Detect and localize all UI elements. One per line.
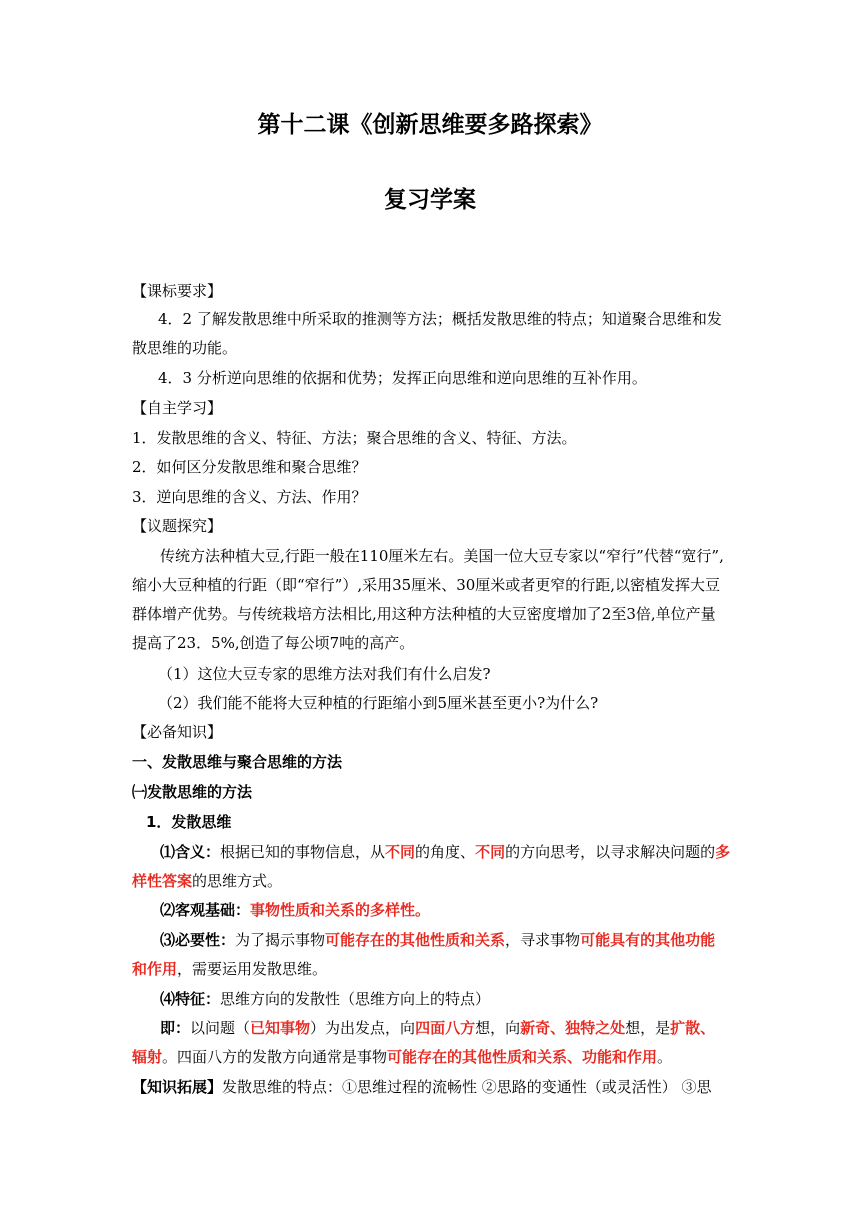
biyao-emphasis-1: 可能存在的其他性质和关系 xyxy=(325,931,506,949)
yiti-paragraph-line-4: 提高了23．5%,创造了每公顷7吨的高产。 xyxy=(132,634,415,652)
yiti-paragraph-line-2: 缩小大豆种植的行距（即“窄行”）,采用35厘米、30厘米或者更窄的行距,以密植发挥大豆 xyxy=(132,576,721,594)
hanyi-emphasis-1: 不同 xyxy=(385,843,416,861)
yiti-question-1: （1）这位大豆专家的思维方法对我们有什么启发? xyxy=(158,665,491,683)
zizhu-item-1: 1．发散思维的含义、特征、方法；聚合思维的含义、特征、方法。 xyxy=(132,429,577,447)
zhishi-tuozhan-text: 发散思维的特点：①思维过程的流畅性 ②思路的变通性（或灵活性） ③思 xyxy=(222,1078,712,1096)
hanyi-text-3: 的方向思考，以寻求解决问题的 xyxy=(505,843,716,861)
ji-emphasis-2: 四面八方 xyxy=(415,1019,476,1037)
section-heading-zizhu: 【自主学习】 xyxy=(132,399,223,417)
ji-text-3: 想，向 xyxy=(475,1019,521,1037)
zhishi-tuozhan-label: 【知识拓展】 xyxy=(132,1078,223,1096)
biyao-label: ⑶必要性： xyxy=(160,931,236,949)
hanyi-text-1: 根据已知的事物信息，从 xyxy=(220,843,386,861)
ji-emphasis-3: 新奇、独特之处 xyxy=(520,1019,626,1037)
kebiao-item-1-cont: 散思维的功能。 xyxy=(132,339,238,357)
ji-emphasis-6: 可能存在的其他性质和关系、功能和作用 xyxy=(387,1048,658,1066)
zhishi-tuozhan-line xyxy=(132,1077,712,1097)
section-heading-yiti: 【议题探究】 xyxy=(132,517,223,535)
biyao-text-1: 为了揭示事物 xyxy=(235,931,326,949)
yiti-paragraph-line-3: 群体增产优势。与传统栽培方法相比,用这种方法种植的大豆密度增加了2至3倍,单位产量 xyxy=(132,605,716,623)
tezheng-text: 思维方向的发散性（思维方向上的特点） xyxy=(220,990,491,1008)
ji-label: 即： xyxy=(160,1019,191,1037)
keguan-emphasis: 事物性质和关系的多样性。 xyxy=(250,901,431,919)
hanyi-text-2: 的角度、 xyxy=(415,843,476,861)
biyao-text-2: ，寻求事物 xyxy=(505,931,581,949)
hanyi-line-1 xyxy=(160,842,730,862)
kebiao-item-1: 4．2 了解发散思维中所采取的推测等方法；概括发散思维的特点；知道聚合思维和发 xyxy=(158,310,722,328)
document-title: 第十二课《创新思维要多路探索》 xyxy=(257,112,603,138)
ji-line-1 xyxy=(160,1018,715,1038)
section-heading-bibei: 【必备知识】 xyxy=(132,723,223,741)
ji-text-2: ）为出发点，向 xyxy=(310,1019,416,1037)
keguan-line xyxy=(160,900,430,920)
hanyi-text-4: 的思维方式。 xyxy=(192,872,283,890)
hanyi-label: ⑴含义： xyxy=(160,843,221,861)
kebiao-item-2: 4．3 分析逆向思维的依据和优势；发挥正向思维和逆向思维的互补作用。 xyxy=(158,369,647,387)
ji-emphasis-5: 辐射 xyxy=(132,1048,163,1066)
zizhu-item-3: 3．逆向思维的含义、方法、作用？ xyxy=(132,488,367,506)
biyao-line-2 xyxy=(132,959,327,979)
hanyi-emphasis-3: 多 xyxy=(715,843,731,861)
yiti-paragraph-line-1: 传统方法种植大豆,行距一般在110厘米左右。美国一位大豆专家以“窄行”代替“宽行”, xyxy=(160,547,724,565)
ji-line-2 xyxy=(132,1047,672,1067)
tezheng-line xyxy=(160,989,490,1009)
ji-text-1: 以问题（ xyxy=(190,1019,251,1037)
section-heading-kebiao: 【课标要求】 xyxy=(132,282,223,300)
hanyi-line-2 xyxy=(132,871,282,891)
ji-emphasis-4: 扩散、 xyxy=(670,1019,716,1037)
heading-level-1: 一、发散思维与聚合思维的方法 xyxy=(132,753,343,771)
ji-text-4: 想，是 xyxy=(625,1019,671,1037)
zizhu-item-2: 2．如何区分发散思维和聚合思维？ xyxy=(132,458,367,476)
hanyi-emphasis-2: 不同 xyxy=(475,843,506,861)
ji-text-6: 。 xyxy=(657,1048,673,1066)
document-subtitle: 复习学案 xyxy=(384,187,476,213)
biyao-emphasis-2: 可能具有的其他功能 xyxy=(580,931,716,949)
keguan-label: ⑵客观基础： xyxy=(160,901,251,919)
ji-emphasis-1: 已知事物 xyxy=(250,1019,311,1037)
biyao-emphasis-3: 和作用 xyxy=(132,960,178,978)
heading-level-3: 1．发散思维 xyxy=(146,813,232,831)
hanyi-emphasis-4: 样性答案 xyxy=(132,872,193,890)
tezheng-label: ⑷特征： xyxy=(160,990,221,1008)
yiti-question-2: （2）我们能不能将大豆种植的行距缩小到5厘米甚至更小?为什么? xyxy=(158,694,599,712)
heading-level-2: ㈠发散思维的方法 xyxy=(132,783,253,801)
biyao-text-3: ，需要运用发散思维。 xyxy=(177,960,328,978)
biyao-line-1 xyxy=(160,930,715,950)
ji-text-5: 。四面八方的发散方向通常是事物 xyxy=(162,1048,388,1066)
